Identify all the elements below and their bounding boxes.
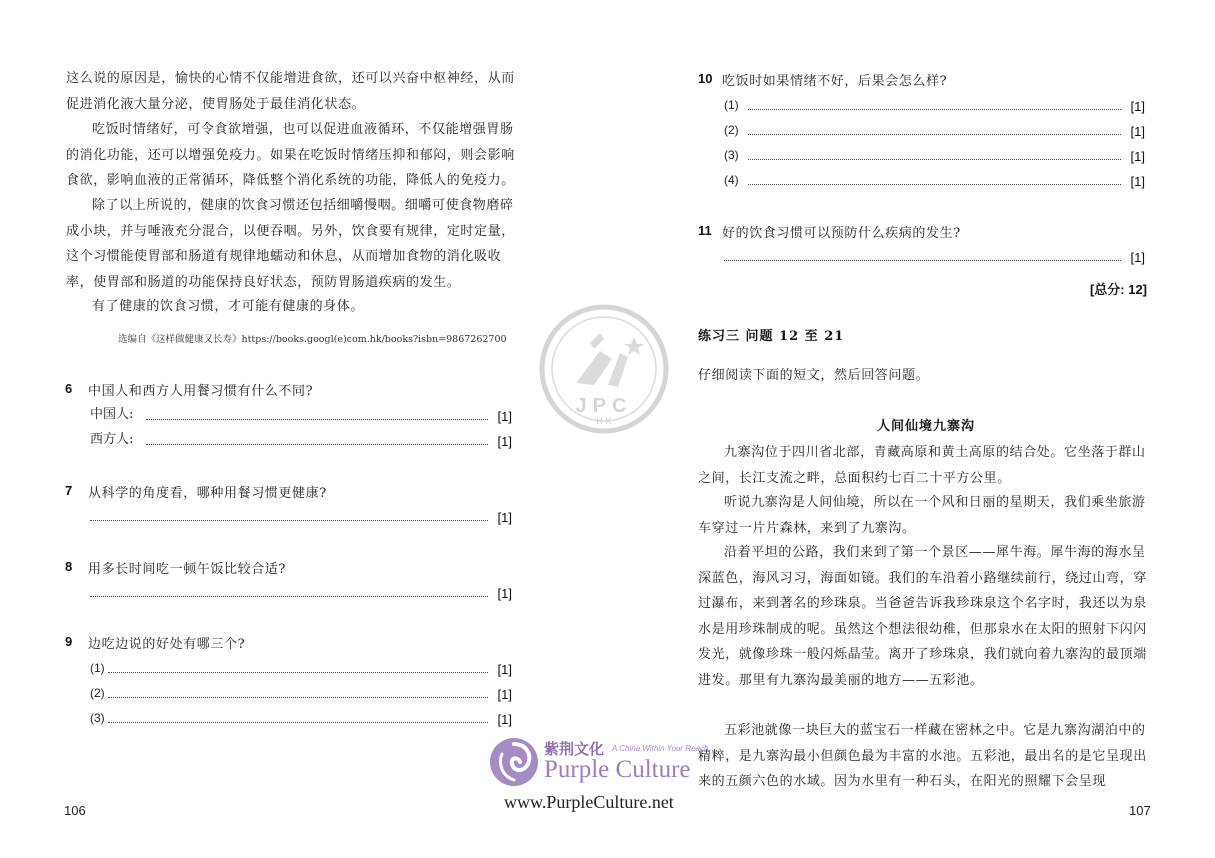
- answer-line[interactable]: [724, 144, 1145, 164]
- mark: [1]: [1130, 250, 1145, 265]
- answer-line[interactable]: [90, 682, 512, 702]
- brand-chinese: 紫荆文化: [544, 740, 605, 758]
- source-citation: 选编自《这样做健康又长寿》https://books.googl(e)com.hk/books?isbn=9867262700: [118, 334, 507, 345]
- question-number: 8: [65, 559, 73, 574]
- mark: [1]: [497, 687, 512, 702]
- mark: [1]: [497, 662, 512, 677]
- jpc-sub: H K: [596, 416, 612, 426]
- mark: [1]: [1130, 174, 1145, 189]
- dotted-line: [90, 520, 488, 521]
- answer-line[interactable]: [90, 404, 512, 424]
- answer-label: (1): [90, 661, 105, 675]
- answer-label: (2): [90, 686, 105, 700]
- dotted-line: [748, 134, 1121, 135]
- page-number: 107: [1129, 803, 1151, 818]
- paragraph-3: 除了以上所说的，健康的饮食习惯还包括细嚼慢咽。细嚼可使食物磨碎成小块，并与唾液充分混合，以便吞咽。另外，饮食要有规律，定时定量，这个习惯能使胃部和肠道有规律地蠕动和休息，从而增加食物的消化吸收率，使胃部和肠道的功能保持良好状态，预防胃肠道疾病的发生。: [66, 198, 515, 290]
- brand-tagline: A China Within Your Reach: [612, 744, 709, 753]
- answer-line[interactable]: [90, 707, 512, 727]
- dotted-line: [748, 109, 1121, 110]
- mark: [1]: [497, 712, 512, 727]
- right-page: [607, 0, 1215, 858]
- dotted-line: [90, 596, 488, 597]
- article-paragraph-4: 五彩池就像一块巨大的蓝宝石一样藏在密林之中。它是九寨沟湖泊中的精粹，是九寨沟最小但颜色最为丰富的水池。五彩池，最出名的是它呈现出来的五颜六色的水域。因为水里有一种石头，在阳光的照耀下会呈现: [698, 723, 1147, 789]
- dotted-line: [748, 159, 1121, 160]
- question-text: 从科学的角度看，哪种用餐习惯更健康?: [88, 486, 327, 501]
- brand-url: www.PurpleCulture.net: [504, 792, 674, 812]
- question-text: 吃饭时如果情绪不好，后果会怎么样?: [722, 74, 948, 89]
- answer-line[interactable]: [724, 169, 1145, 189]
- mark: [1]: [1130, 124, 1145, 139]
- article-title: 人间仙境九寨沟: [876, 419, 975, 434]
- answer-line[interactable]: [724, 94, 1145, 114]
- question-text: 边吃边说的好处有哪三个?: [88, 637, 246, 652]
- dotted-line: [108, 672, 488, 673]
- answer-label: (2): [724, 123, 739, 137]
- paragraph-2: 吃饭时情绪好，可令食欲增强，也可以促进血液循环，不仅能增强胃肠的消化功能，还可以增强免疫力。如果在吃饭时情绪压抑和郁闷，则会影响食欲，影响血液的正常循环，降低整个消化系统的功能，降低人的免疫力。: [66, 122, 515, 188]
- jpc-watermark: [538, 303, 670, 435]
- answer-label: 西方人:: [90, 432, 134, 447]
- mark: [1]: [1130, 99, 1145, 114]
- mark: [1]: [497, 409, 512, 424]
- mark: [1]: [1130, 149, 1145, 164]
- answer-label: (3): [724, 148, 739, 162]
- left-page: [0, 0, 607, 858]
- question-number: 6: [65, 381, 73, 396]
- answer-line[interactable]: [724, 119, 1145, 139]
- question-text: 中国人和西方人用餐习惯有什么不同?: [88, 384, 314, 399]
- question-number: 10: [698, 71, 713, 86]
- answer-line[interactable]: [724, 245, 1145, 265]
- answer-line[interactable]: [90, 657, 512, 677]
- exercise-heading: 练习三 问题 12 至 21: [698, 329, 845, 344]
- question-number: 11: [698, 223, 712, 238]
- purple-culture-watermark: [486, 734, 736, 818]
- article-paragraph-3: 沿着平坦的公路，我们来到了第一个景区——犀牛海。犀牛海的海水呈深蓝色，海风习习，海面如镜。我们的车沿着小路继续前行，绕过山弯，穿过瀑布，来到著名的珍珠泉。当爸爸告诉我珍珠泉这个名字时，我还以为泉水是用珍珠制成的呢。虽然这个想法很幼稚，但那泉水在太阳的照射下闪闪发光，就像珍珠一般闪烁晶莹。离开了珍珠泉，我们就向着九寨沟的最顶端进发。那里有九寨沟最美丽的地方——五彩池。: [698, 545, 1147, 688]
- answer-line[interactable]: [90, 581, 512, 601]
- page-number: 106: [64, 803, 86, 818]
- question-number: 9: [65, 634, 73, 649]
- question-text: 好的饮食习惯可以预防什么疾病的发生?: [722, 226, 961, 241]
- dotted-line: [108, 697, 488, 698]
- brand-name: Purple Culture: [544, 756, 691, 783]
- dotted-line: [748, 184, 1121, 185]
- mark: [1]: [497, 586, 512, 601]
- dotted-line: [146, 419, 488, 420]
- paragraph-1: 这么说的原因是，愉快的心情不仅能增进食欲，还可以兴奋中枢神经，从而促进消化液大量分泌，使胃肠处于最佳消化状态。: [66, 71, 515, 112]
- dotted-line: [146, 444, 488, 445]
- answer-label: (3): [90, 711, 105, 725]
- answer-line[interactable]: [90, 429, 512, 449]
- answer-line[interactable]: [90, 505, 512, 525]
- total-score: [总分: 12]: [1089, 282, 1147, 297]
- dotted-line: [108, 722, 488, 723]
- article-paragraph-2: 听说九寨沟是人间仙境，所以在一个风和日丽的星期天，我们乘坐旅游车穿过一片片森林，来到了九寨沟。: [698, 495, 1146, 536]
- answer-label: (1): [724, 98, 739, 112]
- paragraph-4: 有了健康的饮食习惯，才可能有健康的身体。: [92, 299, 365, 314]
- mark: [1]: [497, 434, 512, 449]
- mark: [1]: [497, 510, 512, 525]
- dotted-line: [724, 260, 1121, 261]
- instruction: 仔细阅读下面的短文，然后回答问题。: [698, 368, 930, 383]
- jpc-letters: JPC: [575, 395, 633, 417]
- answer-label: (4): [724, 173, 739, 187]
- question-number: 7: [65, 483, 73, 498]
- purple-culture-logo-icon: [488, 736, 540, 788]
- article-paragraph-1: 九寨沟位于四川省北部，青藏高原和黄土高原的结合处。它坐落于群山之间，长江支流之畔，总面积约七百二十平方公里。: [698, 445, 1146, 486]
- answer-label: 中国人:: [90, 407, 134, 422]
- question-text: 用多长时间吃一顿午饭比较合适?: [88, 562, 286, 577]
